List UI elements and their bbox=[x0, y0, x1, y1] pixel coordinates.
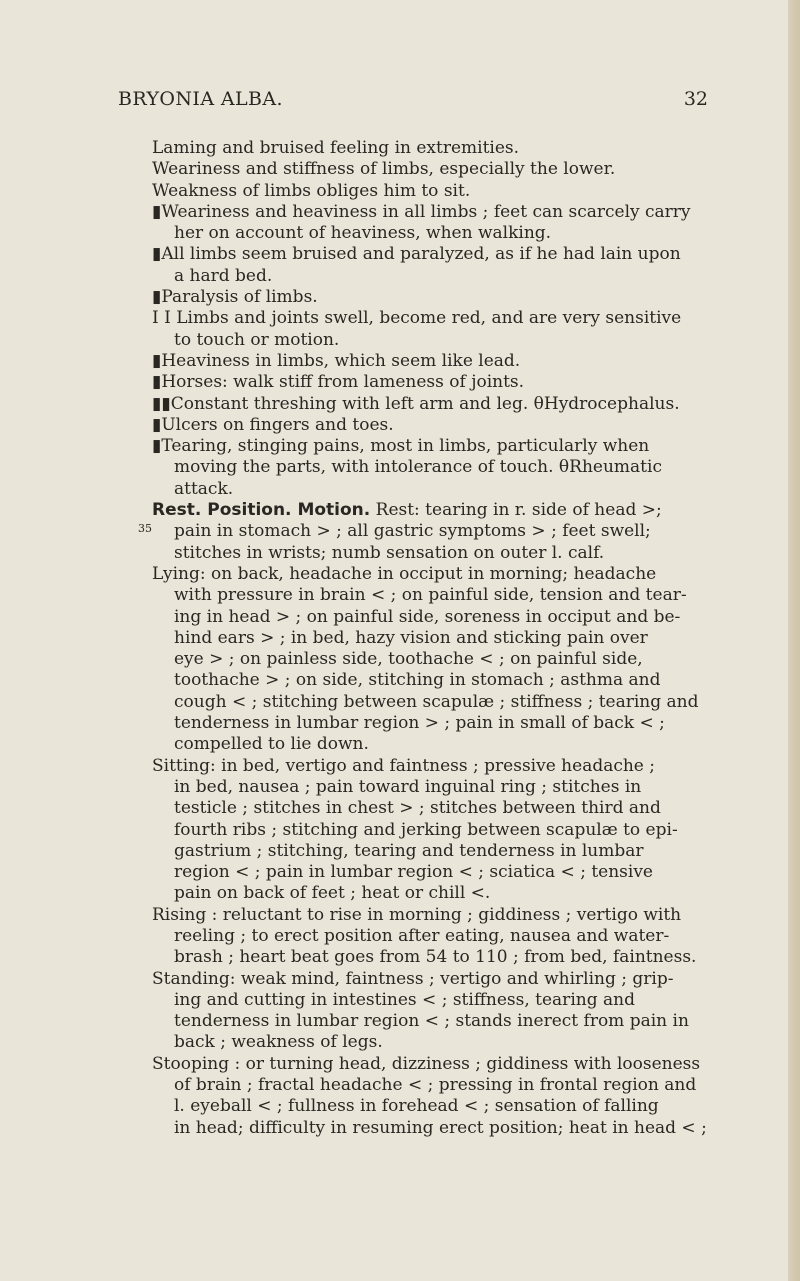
text-line: ▮Horses: walk stiff from lameness of joints. bbox=[152, 372, 525, 393]
text-line: back ; weakness of legs. bbox=[174, 1032, 383, 1053]
text-line: in head; difficulty in resuming erect position; heat in head < ; bbox=[174, 1117, 707, 1138]
text-line: fourth ribs ; stitching and jerking between scapulæ to epi- bbox=[174, 819, 678, 840]
text-line: Lying: on back, headache in occiput in morning; headache bbox=[152, 563, 657, 584]
text-line: tenderness in lumbar region > ; pain in small of back < ; bbox=[174, 713, 665, 734]
text-line: toothache > ; on side, stitching in stomach ; asthma and bbox=[174, 670, 661, 691]
text-line: pain in stomach > ; all gastric symptoms > ; feet swell; bbox=[174, 521, 651, 542]
text-line: ▮Paralysis of limbs. bbox=[152, 287, 318, 308]
text-line: Rising : reluctant to rise in morning ; giddiness ; vertigo with bbox=[152, 904, 682, 925]
text-line: Sitting: in bed, vertigo and faintness ; pressive headache ; bbox=[152, 755, 656, 776]
text-line: l. eyeball < ; fullness in forehead < ; sensation of falling bbox=[174, 1096, 659, 1117]
text-line: Laming and bruised feeling in extremities. bbox=[152, 138, 520, 158]
text-line: reeling ; to erect position after eating, nausea and water- bbox=[174, 925, 670, 946]
text-line: eye > ; on painless side, toothache < ; on painful side, bbox=[174, 649, 643, 670]
text-line: ▮▮Constant threshing with left arm and leg. θHydrocephalus. bbox=[152, 393, 680, 414]
text-line: her on account of heaviness, when walking. bbox=[174, 223, 552, 244]
text-line: a hard bed. bbox=[174, 265, 273, 286]
text-line: ▮All limbs seem bruised and paralyzed, as if he had lain upon bbox=[152, 244, 681, 265]
text-line: region < ; pain in lumbar region < ; sciatica < ; tensive bbox=[174, 862, 653, 883]
text-line: with pressure in brain < ; on painful side, tension and tear- bbox=[174, 585, 687, 606]
text-line: pain on back of feet ; heat or chill <. bbox=[174, 883, 491, 904]
text-line: ▮Ulcers on fingers and toes. bbox=[152, 414, 394, 435]
text-line: I I Limbs and joints swell, become red, and are very sensitive bbox=[152, 308, 682, 329]
text-line: ing and cutting in intestines < ; stiffness, tearing and bbox=[174, 989, 635, 1010]
text-line: testicle ; stitches in chest > ; stitches between third and bbox=[174, 798, 661, 819]
page-edge bbox=[788, 0, 800, 1281]
text-line: Weariness and stiffness of limbs, especially the lower. bbox=[152, 159, 616, 180]
text-line: Rest. Position. Motion. Rest: tearing in r. side of head >; bbox=[152, 500, 662, 521]
text-line: ▮Heaviness in limbs, which seem like lead. bbox=[152, 350, 521, 371]
text-line: Standing: weak mind, faintness ; vertigo and whirling ; grip- bbox=[152, 968, 674, 989]
text-body bbox=[152, 138, 717, 1139]
text-line: compelled to lie down. bbox=[174, 734, 369, 755]
section-heading: Rest. Position. Motion. bbox=[152, 500, 371, 521]
text-line: in bed, nausea ; pain toward inguinal ring ; stitches in bbox=[174, 776, 642, 797]
text-line: cough < ; stitching between scapulæ ; stiffness ; tearing and bbox=[174, 691, 699, 712]
page-number: 32 bbox=[683, 88, 708, 110]
text-line: Weakness of limbs obliges him to sit. bbox=[152, 180, 471, 201]
running-header bbox=[118, 88, 708, 114]
page-title: BRYONIA ALBA. bbox=[118, 88, 283, 110]
text-line: ▮Weariness and heaviness in all limbs ; feet can scarcely carry bbox=[152, 201, 691, 222]
margin-line-number: 35 bbox=[138, 522, 152, 535]
text-line: brash ; heart beat goes from 54 to 110 ; from bed, faintness. bbox=[174, 947, 697, 968]
text-line: gastrium ; stitching, tearing and tenderness in lumbar bbox=[174, 840, 644, 861]
text-line: ▮Tearing, stinging pains, most in limbs, particularly when bbox=[152, 436, 650, 457]
text-line: to touch or motion. bbox=[174, 329, 340, 350]
text-line: of brain ; fractal headache < ; pressing in frontal region and bbox=[174, 1075, 697, 1096]
text-line: tenderness in lumbar region < ; stands inerect from pain in bbox=[174, 1011, 689, 1032]
text-line: ing in head > ; on painful side, soreness in occiput and be- bbox=[174, 606, 681, 627]
text-line: attack. bbox=[174, 478, 234, 499]
text-line: hind ears > ; in bed, hazy vision and sticking pain over bbox=[174, 627, 648, 648]
text-line: moving the parts, with intolerance of touch. θRheumatic bbox=[174, 457, 662, 478]
text-line: Stooping : or turning head, dizziness ; giddiness with looseness bbox=[152, 1053, 701, 1074]
text-line: stitches in wrists; numb sensation on outer l. calf. bbox=[174, 542, 605, 563]
